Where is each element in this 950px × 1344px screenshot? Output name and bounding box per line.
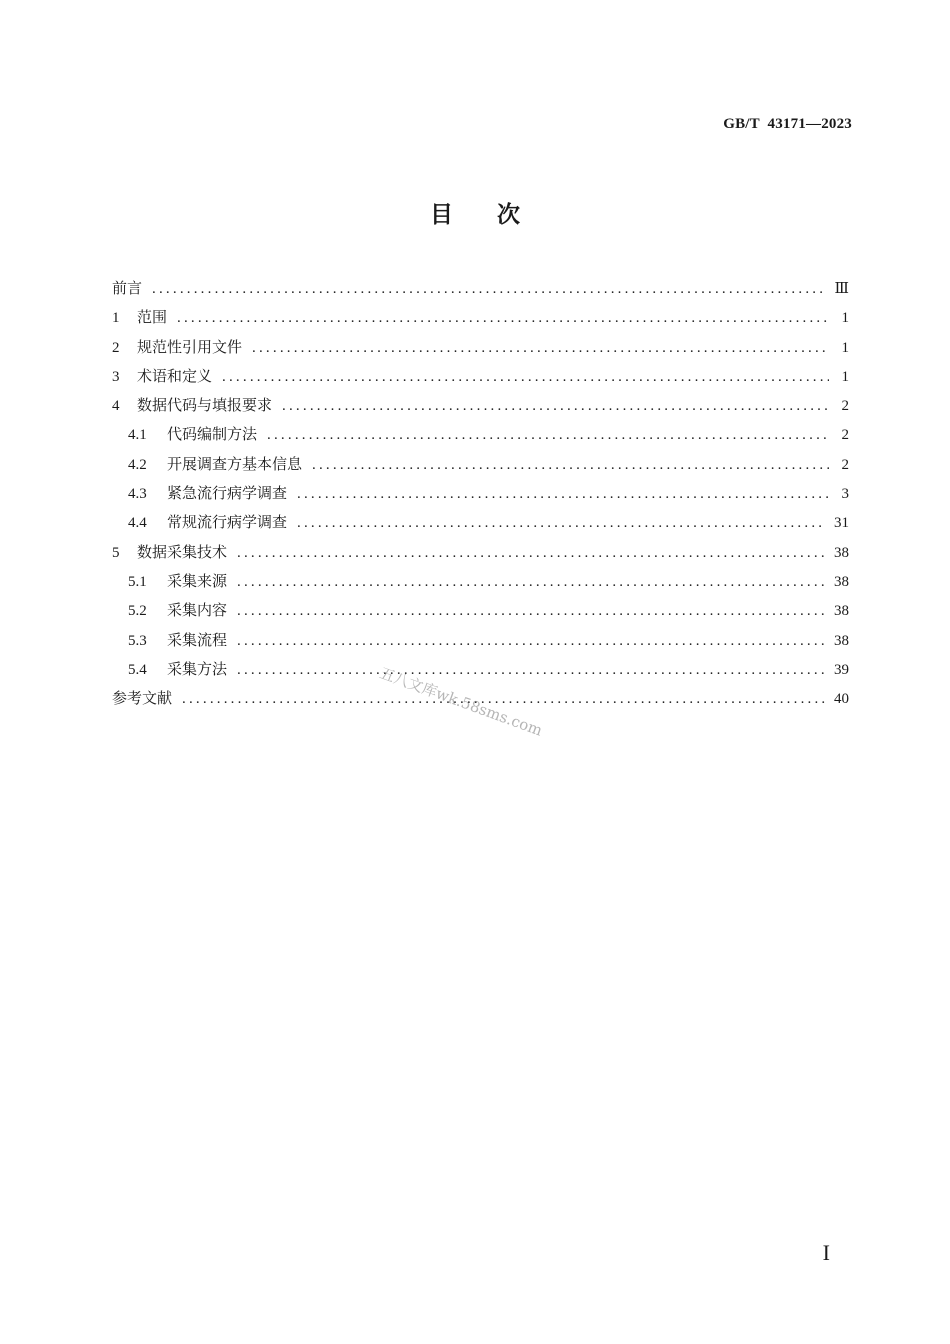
toc-entry-page: 1 bbox=[841, 310, 849, 327]
toc-entry[interactable] bbox=[112, 508, 849, 537]
toc-leader-dots bbox=[297, 509, 826, 538]
page-title-part2: 次 bbox=[497, 202, 520, 228]
toc-entry-page: 3 bbox=[841, 486, 849, 503]
toc-entry-number: 3 bbox=[112, 368, 120, 385]
toc-entry[interactable] bbox=[112, 567, 849, 596]
toc-leader-dots bbox=[237, 568, 826, 597]
page-number: I bbox=[822, 1240, 830, 1265]
toc-entry[interactable] bbox=[112, 420, 849, 449]
toc-leader-dots bbox=[237, 539, 826, 568]
toc-leader-dots bbox=[237, 597, 826, 626]
toc-entry-number: 5.2 bbox=[128, 603, 147, 620]
toc-entry-page: 31 bbox=[834, 515, 849, 532]
toc-entry-number: 1 bbox=[112, 310, 120, 327]
toc-entry-page: 2 bbox=[841, 456, 849, 473]
toc-entry[interactable] bbox=[112, 655, 849, 684]
toc-entry-number: 5.4 bbox=[128, 661, 147, 678]
toc-leader-dots bbox=[152, 275, 827, 304]
toc-entry-label: 数据代码与填报要求 bbox=[137, 396, 273, 415]
toc-entry[interactable] bbox=[112, 626, 849, 655]
toc-leader-dots bbox=[177, 304, 829, 333]
toc-entry[interactable] bbox=[112, 479, 849, 508]
toc-entry-label: 采集流程 bbox=[167, 630, 228, 649]
toc-entry-number: 5.1 bbox=[128, 573, 147, 590]
toc-entry-number: 4.4 bbox=[128, 515, 147, 532]
toc-entry-label: 规范性引用文件 bbox=[137, 337, 243, 356]
toc-entry[interactable] bbox=[112, 333, 849, 362]
toc-entry-page: 39 bbox=[834, 661, 849, 678]
toc-leader-dots bbox=[267, 421, 829, 450]
standard-code: GB/T 43171—2023 bbox=[723, 116, 852, 132]
toc-entry-number: 5.3 bbox=[128, 632, 147, 649]
toc-entry-label: 采集内容 bbox=[167, 601, 228, 620]
toc-entry-label: 前言 bbox=[112, 279, 143, 297]
table-of-contents bbox=[112, 274, 849, 713]
toc-entry[interactable] bbox=[112, 362, 849, 391]
toc-leader-dots bbox=[252, 334, 829, 363]
toc-entry-label: 常规流行病学调查 bbox=[167, 513, 288, 532]
toc-entry-page: 38 bbox=[834, 632, 849, 649]
toc-leader-dots bbox=[312, 451, 829, 480]
toc-entry[interactable] bbox=[112, 391, 849, 420]
toc-entry-page: Ⅲ bbox=[834, 281, 849, 297]
page-title bbox=[0, 196, 950, 229]
toc-entry-page: 38 bbox=[834, 603, 849, 620]
toc-entry-label: 数据采集技术 bbox=[137, 542, 228, 561]
toc-entry-page: 40 bbox=[834, 691, 849, 708]
toc-entry-label: 采集方法 bbox=[167, 659, 228, 678]
toc-leader-dots bbox=[237, 627, 826, 656]
toc-leader-dots bbox=[297, 480, 829, 509]
toc-leader-dots bbox=[237, 656, 826, 685]
toc-entry-number: 4 bbox=[112, 398, 120, 415]
toc-entry-number: 2 bbox=[112, 339, 120, 356]
toc-entry-page: 1 bbox=[841, 368, 849, 385]
toc-entry-label: 术语和定义 bbox=[137, 366, 213, 385]
page-title-part1: 目 bbox=[430, 202, 453, 228]
toc-entry-page: 2 bbox=[841, 398, 849, 415]
toc-entry-label: 范围 bbox=[137, 308, 168, 327]
toc-entry-label: 开展调查方基本信息 bbox=[167, 454, 303, 473]
toc-entry-label: 代码编制方法 bbox=[167, 425, 258, 444]
toc-entry-label: 紧急流行病学调查 bbox=[167, 484, 288, 503]
toc-entry-number: 4.1 bbox=[128, 427, 147, 444]
toc-entry-number: 4.3 bbox=[128, 486, 147, 503]
toc-entry-page: 2 bbox=[841, 427, 849, 444]
toc-entry-label: 采集来源 bbox=[167, 571, 228, 590]
toc-leader-dots bbox=[222, 363, 829, 392]
toc-entry[interactable] bbox=[112, 274, 849, 303]
toc-entry-page: 38 bbox=[834, 544, 849, 561]
toc-entry[interactable] bbox=[112, 450, 849, 479]
toc-entry-number: 5 bbox=[112, 544, 120, 561]
toc-entry[interactable] bbox=[112, 596, 849, 625]
toc-entry-page: 38 bbox=[834, 573, 849, 590]
toc-leader-dots bbox=[282, 392, 829, 421]
toc-entry-number: 4.2 bbox=[128, 456, 147, 473]
watermark: 五八文库wk.58sms.com bbox=[377, 663, 545, 740]
toc-entry[interactable] bbox=[112, 303, 849, 332]
toc-entry[interactable] bbox=[112, 538, 849, 567]
toc-entry-label: 参考文献 bbox=[112, 689, 173, 708]
toc-entry-page: 1 bbox=[841, 339, 849, 356]
